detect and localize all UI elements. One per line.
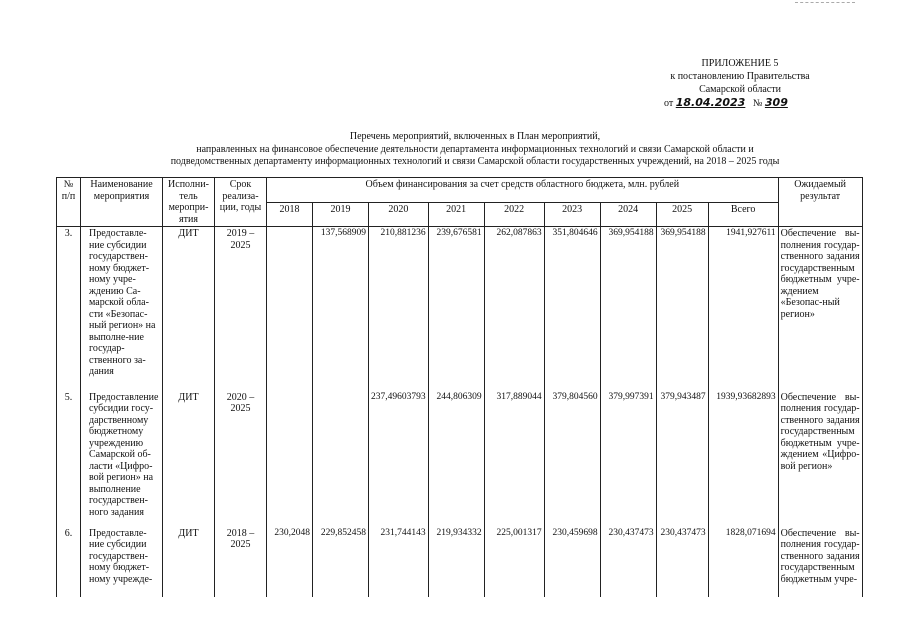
appendix-line-3: Самарской области (699, 84, 781, 95)
table-row (57, 391, 863, 527)
row-value: 230,437473 (656, 527, 708, 597)
row-num: 6. (57, 527, 81, 597)
row-name: Предоставле-ние субсидии государствен-ному бюджет-ному учре-ждению Са-марской обла-сти «Безопас-ный регион» на выполне-ние государ-ственного за-дания (81, 227, 163, 391)
row-value: 219,934332 (428, 527, 484, 597)
header-year: 2024 (600, 202, 656, 227)
number-value: 309 (764, 96, 788, 109)
row-term: 2020 – 2025 (215, 391, 267, 527)
row-value (267, 227, 313, 391)
row-value: 230,437473 (600, 527, 656, 597)
appendix-line-2: к постановлению Правительства (670, 71, 810, 82)
title-line-2: направленных на финансовое обеспечение деятельности департамента информационных технологий и связи Самарской области и (196, 143, 754, 155)
row-value: 137,568909 (313, 227, 369, 391)
header-name: Наименование мероприятия (81, 178, 163, 227)
row-executor: ДИТ (163, 227, 215, 391)
row-num: 5. (57, 391, 81, 527)
header-year: 2021 (428, 202, 484, 227)
row-value: 262,087863 (484, 227, 544, 391)
appendix-date-line (660, 96, 820, 110)
row-term: 2019 – 2025 (215, 227, 267, 391)
header-year: 2020 (369, 202, 429, 227)
row-executor: ДИТ (163, 391, 215, 527)
title-line-1: Перечень мероприятий, включенных в План мероприятий, (349, 131, 601, 142)
row-result: Обеспечение вы-полнения государ-ственного задания государственным бюджетным учре-ждением «Безопас-ный регион» (778, 227, 862, 391)
header-executor: Исполни-тель меропри-ятия (163, 178, 215, 227)
row-value: 230,459698 (544, 527, 600, 597)
row-total: 1939,93682893 (708, 391, 778, 527)
row-value: 379,997391 (600, 391, 656, 527)
header-year: 2019 (313, 202, 369, 227)
row-value: 369,954188 (600, 227, 656, 391)
table-row (57, 527, 863, 597)
appendix-title: ПРИЛОЖЕНИЕ 5 (701, 58, 779, 69)
row-value: 244,806309 (428, 391, 484, 527)
header-year: 2025 (656, 202, 708, 227)
row-value (313, 391, 369, 527)
row-value: 230,2048 (267, 527, 313, 597)
row-value: 369,954188 (656, 227, 708, 391)
header-year: 2023 (544, 202, 600, 227)
row-value (267, 391, 313, 527)
row-value: 379,804560 (544, 391, 600, 527)
date-value: 18.04.2023 (675, 96, 746, 109)
row-value: 239,676581 (428, 227, 484, 391)
header-year: 2022 (484, 202, 544, 227)
row-executor: ДИТ (163, 527, 215, 597)
header-row-1 (57, 178, 863, 203)
document-title (120, 131, 830, 169)
row-result: Обеспечение вы-полнения государ-ственного задания государственным бюджетным учре-ждением «Цифро-вой регион» (778, 391, 862, 527)
title-line-3: подведомственных департаменту информационных технологий и связи Самарской области государственных учреждений, на 2018 – 2025 годы (170, 156, 780, 167)
row-value: 225,001317 (484, 527, 544, 597)
row-value: 231,744143 (369, 527, 429, 597)
header-num: № п/п (57, 178, 81, 227)
table-row (57, 227, 863, 391)
row-value: 229,852458 (313, 527, 369, 597)
row-result: Обеспечение вы-полнения государ-ственного задания государственным бюджетным учре- (778, 527, 862, 597)
number-prefix: № (752, 98, 763, 109)
header-year: 2018 (267, 202, 313, 227)
date-prefix: от (664, 98, 674, 109)
row-value: 210,881236 (369, 227, 429, 391)
row-value: 351,804646 (544, 227, 600, 391)
header-term: Срок реализа-ции, годы (215, 178, 267, 227)
header-financing: Объем финансирования за счет средств областного бюджета, млн. рублей (267, 178, 779, 203)
header-result: Ожидаемый результат (778, 178, 862, 227)
row-num: 3. (57, 227, 81, 391)
header-total: Всего (708, 202, 778, 227)
row-value: 237,49603793 (369, 391, 429, 527)
scan-edge-mark (795, 2, 855, 4)
row-total: 1941,927611 (708, 227, 778, 391)
row-name: Предоставле-ние субсидии государствен-ному бюджет-ному учрежде- (81, 527, 163, 597)
row-name: Предоставление субсидии госу-дарственному бюджетному учреждению Самарской об-ласти «Цифро-вой регион» на выполнение государствен-ного задания (81, 391, 163, 527)
appendix-header (660, 57, 820, 110)
row-value: 379,943487 (656, 391, 708, 527)
row-value: 317,889044 (484, 391, 544, 527)
row-term: 2018 – 2025 (215, 527, 267, 597)
row-total: 1828,071694 (708, 527, 778, 597)
measures-table (56, 177, 863, 597)
